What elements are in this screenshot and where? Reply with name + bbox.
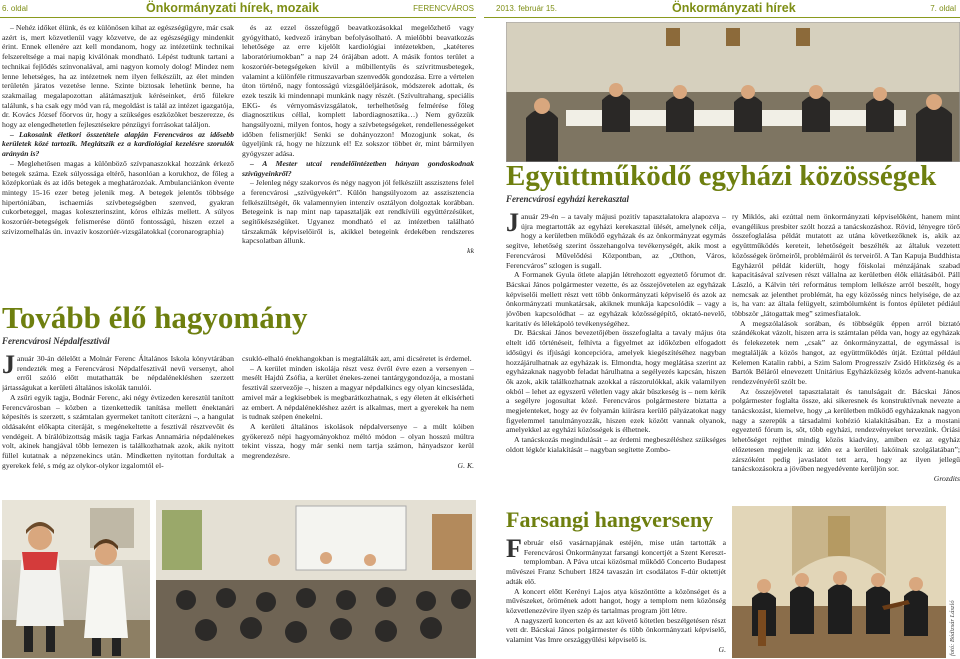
left-section-title: Önkormányzati hírek, mozaik: [146, 1, 319, 15]
left-page-header: [0, 2, 476, 18]
right-section-title: Önkormányzati hírek: [672, 1, 796, 15]
article-col1: [506, 212, 726, 502]
roundtable-illustration: [506, 22, 960, 162]
article-headline: Együttműködő egyházi közösségek: [506, 160, 937, 192]
article-kicker: Ferencvárosi egyházi kerekasztal: [506, 194, 629, 204]
paragraph: A Formanek Gyula ötlete alapján létrehozott egyeztető fórumot dr. Bácskai János polgármester vezette, és az összejövetelen az egyházak képviselői mellett részt vett több önkormányzati képviselő és azok az önkormányzati munkatársak, akiknek munkája kapcsolódik – vagy a jövőben kapcsolódhat – az egyházak közösségépítő, oktató-nevelő, karitatív és lélekápoló tevékenységéhez.: [506, 270, 726, 328]
paragraph: A kerületi általános iskolások népdalversenye – a múlt kóiben gyökerező népi hagyományokhoz méltó módon – olyan hosszú múltra tekint vissza, hogy már senki nem tartja számon, hányadszor kerül megrendezésre.: [242, 421, 474, 461]
paragraph: – Nehéz időket élünk, és ez különösen kihat az egészségügyre, már csak azért is, mert közvetlenül vagy közvetve, de az egészségügy mindenkit érint. Ennek ellenére azt kell mondanom, hogy az intézetünk technikai felszereltsége a mai napig kiválónak mondható. Lépést tudtunk tartani a technikai fejlődés színvonalával, ami nagyon komoly dolog! Mindez nem lenne lehetséges, ha az intézetnek nem ilyen felkészült, az élet minden területén járatos vezetése lenne. Szinte biztosak lehetünk benne, ha szakmailag megalapozottan alátámasztjuk kéréseinket, értő fülekre találunk, s ha csak egy mód van rá, megoldást is talál az intézet igazgatója, dr. Kovács József főorvos úr, hogy a szükséges eszközöket beszerezze, és hogy az elengedhetetlen fejlesztésekre pénzügyi forrásokat találjon.: [2, 23, 234, 130]
paragraph: csukló-elhaló énekhangokban is megtalálták azt, ami dicséretet is érdemel.: [242, 354, 472, 363]
paragraph: – A kerület minden iskolája részt vesz évről évre ezen a versenyen – mesélt Hajdú Zsófia, a kerület énekes-zenei tantárgygondozója, a mostani fesztivál szervezője –, hiszen a magyar népdalkincs egy olyan kincsesláda, amivel már a legkisebbek is megbarátkozhatnak, s egy életen át elkísérheti az embert. A népdalénekléshez azért is alkalmas, mert a gyerekek ha nem is tudnak szépen énekelni.: [242, 363, 474, 422]
right-page-header: [484, 2, 960, 18]
interview-col2: [242, 23, 474, 295]
article-headline: Farsangi hangverseny: [506, 507, 714, 532]
left-page: [0, 0, 476, 659]
paragraph: A nagyszerű koncerten és az azt követő kötetlen beszélgetésen részt vett dr. Bácskai János polgármester és több önkormányzati képviselő, valamint Vas Imre országgyűlési képviselő is.: [506, 615, 726, 645]
concert-illustration: [732, 506, 946, 658]
question: – Lakosaink életkori összetétele alapján Ferencváros az idősebb kerületek közé tartozik. Meglátszik ez a kardiológiai kezelésre szorulók arányán is?: [2, 129, 234, 159]
paragraph: – Jelenleg négy szakorvos és négy nagyon jól felkészült asszisztens felel a ferencvárosi „szívügyekért”. Külön hangsúlyozom az asszisztencia felkészültségét, ők valamennyien intenzív osztályon dolgoztak korábban. Betegeink is nap mint nap tapasztalják ezt rendkívüli együttérzésüket, segítőkészségüket. Ugyanez mondható el az intézetben található társzakmák képviselőiről is, akikkel betegeink érdekében rendszeres kapcsolatban állunk.: [242, 178, 474, 246]
paragraph: ebruár első vasárnapjának estéjén, mise után tartották a Ferencvárosi Önkormányzat farsangi koncertjét a Szent Kereszt-templomban. A Páva utcai közösmal működő Concerto Budapest művészei Franz Schubert 1824 tavaszán írt csodálatos F-dúr oktettjét adták elő.: [506, 538, 726, 586]
article-col2: [732, 212, 960, 502]
dropcap: J: [2, 354, 15, 379]
paragraph: és az ezzel összefüggő beavatkozásokkal megelőzhető vagy gyógyítható, kedvező irányban befolyásolható. A mielőbbi beavatkozás lehetősége az erre kijelölt kardiológiai intézetekben, „katéteres laboratóriumokban” a nap 24 órájában adott. A másik fontos terület a koszorúér-betegségeken kívül a műbillentyűs és szívritmusbetegek, valamint a különféle ritmuszavarban szenvedők gondozása. Erre a vértelen úton történő, nagy fontosságú vizsgálóeljárások, módszerek adottak, és ezek teszik ki mindennapi munkánk nagy részét. (Szívultrahang, speciális EKG- és vérnyomásvizsgálatok, terhelhetőség felmérése főleg diagnosztikus céllal, komplett labordiagnosztika…) Nem győzzük hangsúlyozni, milyen fontos, hogy a szívbetegségeket, rendellenességeket időben felismerjük! Senki se dohányozzon! Mozogjunk sokat, és ügyeljünk rá, hogy ne hízzunk el! Ez sokszor többet ér, mint bármilyen gyógyszer adása.: [242, 23, 474, 159]
paragraph: A zsűri egyik tagja, Bodnár Ferenc, aki négy évtizeden keresztül tanított Ferencvárosban – közben a tizenkettedik tanítása mellett énektanári képesítés is szerzett, s számtalan gyermeket tanított citerázni –, a hangulat oldásaként előkapta citeráját, s megénekeltette a fesztivál résztvevőit és vendégeit. A bírálóbizottság másik tagja Farkas Annamária népdalénekes volt, akinek hangjával több lemezen is találkozhatnak azok, akik nyitott füllel kutatnak a népzenekincs után. Mindketten nyitottan fordultak a gyerekek felé, s még az olykor-olykor izgalomtól el-: [2, 392, 234, 470]
signature: G. K.: [457, 460, 474, 470]
paragraph: anuár 29-én – a tavaly májusi pozitív tapasztalatokra alapozva – újra megtartották az egyházi kerekasztal ülését, amelynek célja, hogy a kerületben működő egyházak és az önkormányzat egymás segítve, lehetőség szerint összehangolva tevékenységét, akik most a Ferencvárosi Művelődési Központban, az „Otthon, Város, Ferencváros” szlogen is sugall.: [506, 212, 726, 270]
left-publisher: FERENCVÁROS: [413, 4, 474, 13]
paragraph: ry Miklós, aki ezúttal nem önkormányzati képviselőként, hanem mint evangélikus presbiter szólt hozzá a tanácskozáshoz. Rövid, lényegre törő összefoglalása példát mutatott az utána következőknek is, akik az együttműködés kereteit, lehetőségeit beszélték az általuk vezetett közösségek örömeiről, problémáiról és terveiről. A Tan Kapuja Buddhista Egyházról példát kiderült, hogy főiskolai ménzájának szabad kapacitásával szívesen részt vállalna az kerületben élők ellátásából. Páll László, a Kálvin téri református templom lelkésze arról beszélt, hogy nemcsak az jelenthet problémát, ha egy közösség nincs helyisége, de az is, ha van: az általa felügyelt, szimbólumként is fontos épületet pédiául többször „látogattak meg” szimesfiatalok.: [732, 212, 960, 319]
paragraph: A tanácskozás megindulását – az érdemi megbeszéléshez szükséges oldott légkör kialakítását – nagyban segítette Zombo-: [506, 435, 726, 454]
children-photo: [2, 500, 150, 658]
signature: G.: [718, 644, 726, 654]
article-col2: [242, 354, 474, 497]
audience-photo: [156, 500, 476, 658]
dropcap: J: [506, 212, 519, 237]
children-illustration: [2, 500, 150, 658]
roundtable-photo: [506, 22, 960, 162]
right-page-number: 7. oldal: [930, 4, 956, 13]
right-date: 2013. február 15.: [496, 4, 557, 13]
article-headline: Tovább élő hagyomány: [2, 300, 308, 335]
signature: kk: [467, 246, 474, 256]
signature: Grozdits: [933, 473, 960, 483]
paragraph: Dr. Bácskai János bevezetőjében összefoglalta a tavaly május óta eltelt idő történéseit, felhívta a figyelmet az időközben elfogadott idősügyi és ifjúsági koncepcióra, amelyek kiegészítéséhez nagyban hozzájárulhatnak az egyházak is. Elmondta, hogy meglátása szerint az egyházaknak nagyobb feladat hárulhatna a segélyezés kapcsán, hiszen ők azok, akik találkozhatnak azokkal a rászorulókkal, akik valamilyen okból – lehet az egyszerű véletlen vagy akár büszkeség is – nem kérik a segélyre jogosultat közé. Ferencváros polgármestere biztatta a megjelenteket, hogy az év folyamán kiírásra kerülő pályázatokat nagy figyelemmel tanulmányozzák, hiszen ezek között vannak olyanok, amelyekkel az egyházi közösségek is élhetnek.: [506, 328, 726, 435]
paragraph: A megszólalások sorában, és többségük éppen arról biztató szándékokat vázolt, hiszen arra is számtalan példa van, hogy az egyházak és felekezetek nem „csak” az önkormányzattal, de egymással is megtalálják a közös hangot, az együttműködés útját. Ezúttal például Kelemen Katalin rabbi, a Szim Salom Progresszív Zsidó Hitközség és a Bartók Béláról elnevezett Unitárius Egyházközség közös advent-hanuka rendezvényéről szólt be.: [732, 318, 960, 386]
concert-photo: [732, 506, 946, 658]
photo-credit: fotó: Bódizsár László: [949, 600, 956, 656]
paragraph: – Meglehetősen magas a különböző szívpanaszokkal hozzánk érkező betegek száma. Ezek súlyossága eltérő, hasonlóan a korukhoz, de főleg a középkorúak és az idős betegek a meghatározóak. Ambulanciánkon évente mintegy 15-16 ezer beteg jelenik meg. A betegek jelentős többsége hipertóniában, ischaemiás szívbetegségben szenved, gyakran cukorbeteggel, magas koleszterinszint, kóros elhízás mellett. A súlyos koszorúér-betegségek felismerése döntő fontosságú, hiszen ezzel a szívizomelhalás ún. invazív koszorúér-vizsgálatokkal (coronarographia): [2, 158, 234, 236]
question: – A Mester utcai rendelőintézetben hányan gondoskodnak szívügyeinkről?: [242, 158, 474, 178]
paragraph: Az összejövetel tapasztalatait és tanulságait dr. Bácskai János polgármester foglalta össze, aki sikeresnek és konstruktívnak nevezte a tanácskozást, kiemelve, hogy „a kerületben működő egyházaknak nagyon nagy a szerepük a társadalmi kohézió kialakításában. Ez a mostani egyeztető fórum is, sőt, több egyházi, rendezvényeket tervezünk. Óriási lehetőséget rejthet mindig közös kiadvány, amiben ez az egyház előzetesen megjelenik az idén ez a kerületi lakóinak szolgálatában”; zárszóként pedig javaslatot tett arra, hogy az ilyen jellegű tanácskozásokra a jövőben negyedévente kerüljön sor.: [732, 386, 960, 474]
article-kicker: Ferencvárosi Népdalfesztivál: [2, 336, 110, 346]
left-page-number: 6. oldal: [2, 4, 28, 13]
paragraph: anuár 30-án délelőtt a Molnár Ferenc Általános Iskola könyvtárában rendezték meg a Ferencvárosi Népdalfesztivál nevű versenyt, ahol erről szóló előtt mutathatták be népdalénekléshen szerzett jártasságukat a kerületi általános iskolák tanulói.: [2, 354, 234, 393]
interview-col1: [2, 23, 234, 307]
dropcap: F: [506, 538, 522, 563]
audience-illustration: [156, 500, 476, 658]
paragraph: A koncert előtt Kerényi Lajos atya köszöntötte a közönséget és a művészeket, örömének adott hangot, hogy a templom nem közönség közvetlenezévire ilyen szép és tartalmas program jött létre.: [506, 586, 726, 615]
concert-col: [506, 538, 726, 658]
article-col1: [2, 354, 234, 497]
right-page: [484, 0, 960, 659]
